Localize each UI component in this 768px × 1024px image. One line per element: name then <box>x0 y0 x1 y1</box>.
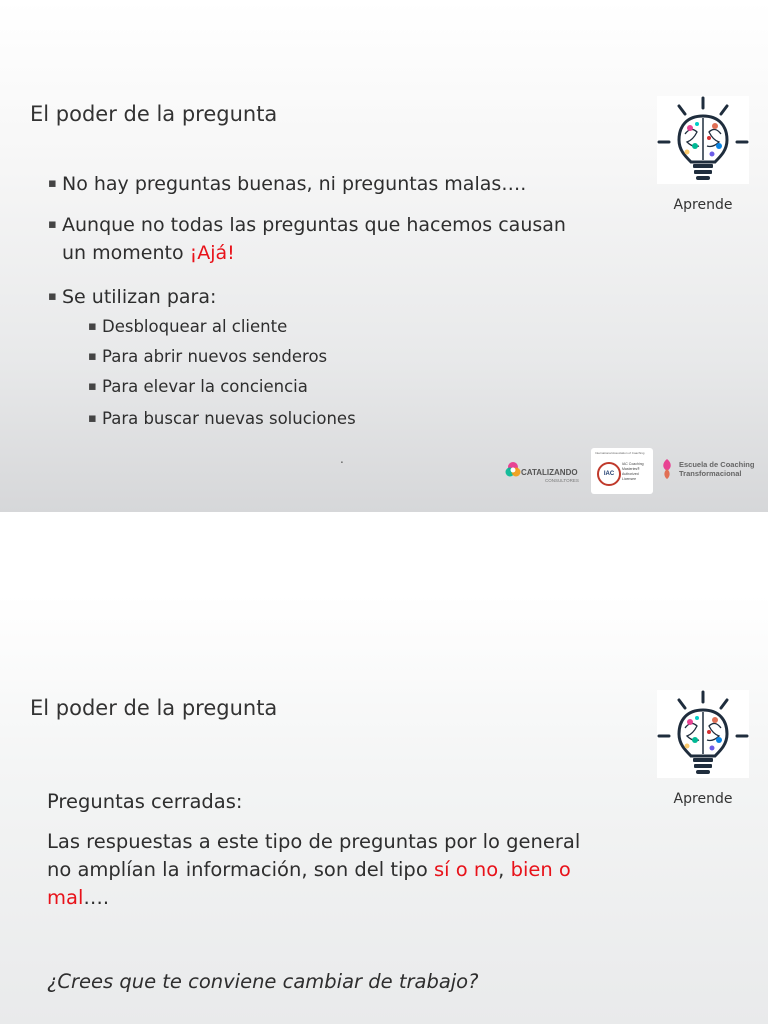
escuela-logo: Escuela de Coaching Transformacional <box>661 458 751 484</box>
bullet-marker: ▪ <box>88 379 97 394</box>
bullet-marker: ▪ <box>88 349 97 364</box>
bullet-marker: ▪ <box>48 289 57 304</box>
stray-dot: . <box>340 452 344 466</box>
highlight-text: ¡Ajá! <box>189 242 235 264</box>
bullet-marker: ▪ <box>48 217 57 232</box>
example-question: ¿Crees que te conviene cambiar de trabajo? <box>47 970 479 993</box>
bullet-item: ▪ Aunque no todas las preguntas que hacemos causan un momento ¡Ajá! <box>48 211 628 267</box>
slide-2 <box>0 594 768 1024</box>
bullet-marker: ▪ <box>48 176 57 191</box>
sub-bullet-item: ▪ Para buscar nuevas soluciones <box>88 407 356 431</box>
footer-logos <box>505 448 755 496</box>
section-heading: Preguntas cerradas: <box>47 790 243 813</box>
sub-bullet-item: ▪ Desbloquear al cliente <box>88 315 287 339</box>
slide-title: El poder de la pregunta <box>30 696 278 720</box>
brain-lightbulb-icon <box>657 96 749 184</box>
bullet-item: ▪ No hay preguntas buenas, ni preguntas malas…. <box>48 170 628 198</box>
bullet-item: ▪ Se utilizan para: <box>48 283 628 311</box>
highlight-text: bien o <box>510 858 571 881</box>
bullet-marker: ▪ <box>88 411 97 426</box>
logo-caption: Aprende <box>673 197 733 213</box>
bullet-marker: ▪ <box>88 319 97 334</box>
escuela-mark-icon <box>661 458 673 480</box>
brain-lightbulb-icon <box>657 690 749 778</box>
sub-bullet-item: ▪ Para abrir nuevos senderos <box>88 345 327 369</box>
catalizando-mark-icon <box>505 460 521 480</box>
logo-caption: Aprende <box>673 791 733 807</box>
catalizando-logo <box>505 458 585 482</box>
catalizando-name: CATALIZANDO <box>521 468 578 477</box>
sub-bullet-item: ▪ Para elevar la conciencia <box>88 375 308 399</box>
iac-seal-icon: IAC <box>597 462 621 486</box>
highlight-text: sí o no <box>433 858 499 881</box>
paragraph: Las respuestas a este tipo de preguntas por lo general no amplían la información, son del tipo sí o no, bien o mal…. <box>47 830 581 909</box>
catalizando-sub: CONSULTORES <box>545 478 579 483</box>
highlight-text: mal <box>47 886 84 909</box>
slide-title: El poder de la pregunta <box>30 102 278 126</box>
iac-logo: International Association of Coaching IAC IAC Coaching Masteries® Authorized Licensee <box>591 448 653 494</box>
